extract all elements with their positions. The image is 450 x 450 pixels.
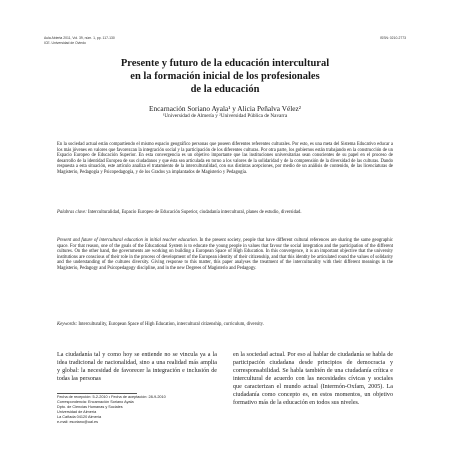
body-paragraph: en la sociedad actual. Por eso al hablar de ciudadanía se habla de participación ciudadana desde principios de democracia y corresponsabilidad. Se habla también de una ciudadanía crítica e intercultural de acuerdo con las necesidades cívicas y sociales que caracterizan el mundo actual (Intermón-Oxfam, 2005). La ciudadanía como concepto es, en estos momentos, un objetivo formativo más de la educación en todos sus niveles. (233, 352, 393, 406)
abstract-english-title: Present and future of intercultural education in initial teacher education. (57, 238, 198, 243)
affiliations: ¹Universidad de Almería y ²Universidad Pública de Navarra (162, 113, 288, 119)
keywords-spanish (57, 210, 393, 216)
journal-citation: Aula Abierta 2011, Vol. 39, núm. 1, pp. 117-130 (44, 36, 115, 40)
keywords-english (57, 322, 393, 328)
footnote-line: Fecha de recepción: 5-2-2010 • Fecha de aceptación: 28-9-2010 (57, 395, 166, 399)
authors: Encarnación Soriano Ayala¹ y Alicia Peñalva Vélez² (149, 104, 301, 113)
footnote-line: Dpto. de Ciencias Humanas y Sociales (57, 404, 123, 409)
keywords-text: Interculturalidad, Espacio Europeo de Educación Superior, ciudadanía intercultural, planes de estudio, diversidad. (86, 210, 302, 215)
publisher: ICE. Universidad de Oviedo (44, 41, 86, 45)
abstract-spanish (57, 142, 393, 176)
abstract-english-text: In the present society, people that have different cultural references are sharing the same geographic space. For that reason, one of the goals of the Educational System is to educate the young people in values that favour the social integration and the participation of the different cultures. On the other hand, the governments are working on building a European Space of High Education. In this convergence, it is an important objective that the university institutions are conscious of their role in the process of development of the European identity of their citizenship, and that this identity be articulated round the values of solidarity and the understanding of the cultures diversity. Giving response to this matter, this paper analyses the treatment of the interculturality with their different meanings in the Magisterio, Pedagogy and Psicopedagogy discipline, and in the new Degrees of Magisterio and Pedagogy. (57, 238, 393, 271)
abstract-spanish-text: En la sociedad actual están compartiendo el mismo espacio geográfico personas que poseen diferentes referentes culturales. Por esto, es una meta del Sistema Educativo educar a los más jóvenes en valores que favorezcan la integración social y la participación de los diferentes culturas. Por otra parte, los gobiernos están trabajando en la construcción de un Espacio Europeo de Educación Superior. En esta convergencia es un objetivo importante que las instituciones universitarias sean conscientes de su papel en el proceso de desarrollo de la identidad Europea de sus ciudadanos y que ésta sea articulada en torno a los valores de la solidaridad y de la comprensión de la diversidad de las culturas. Dando respuesta a esta situación, este artículo analiza el tratamiento de la interculturalidad, con sus distintas acepciones, por medio de un análisis de contenido, de las licenciaturas de Magisterio, Pedagogía y Psicopedagogía, y de los Grados ya implantados de Magisterio y Pedagogía. (57, 142, 393, 175)
keywords-text: Interculturality, European Space of High Education, intercultural citizenship, curriculum, diversity. (77, 322, 264, 327)
article-title (60, 57, 390, 96)
footnote-line: La Cañada 04120 Almería (57, 414, 102, 419)
abstract-english (57, 238, 393, 272)
footnote-divider (57, 393, 137, 394)
body-paragraph: La ciudadanía tal y como hoy se entiende no se vincula ya a la idea tradicional de nacionalidad, sino a una realidad más amplia y global: la necesidad de favorecer la integración e inclusión de todas las personas (57, 352, 217, 382)
title-line: Presente y futuro de la educación intercultural (120, 58, 330, 69)
keywords-label: Keywords: (57, 322, 78, 327)
title-line: en la formación inicial de los profesionales (130, 71, 320, 82)
footnote-line: Correspondencia: Encarnación Soriano Ayala (57, 399, 134, 404)
footnote-line: e-mail: esoriano@ual.es (57, 419, 98, 424)
title-line: de la educación (190, 84, 260, 95)
keywords-label: Palabras clave: (57, 210, 87, 215)
footnote (57, 395, 217, 424)
body-column-left (57, 351, 217, 383)
body-column-right (233, 351, 393, 407)
footnote-line: Universidad de Almería (57, 409, 97, 414)
issn: ISSN: 0210-2773 (379, 36, 406, 40)
